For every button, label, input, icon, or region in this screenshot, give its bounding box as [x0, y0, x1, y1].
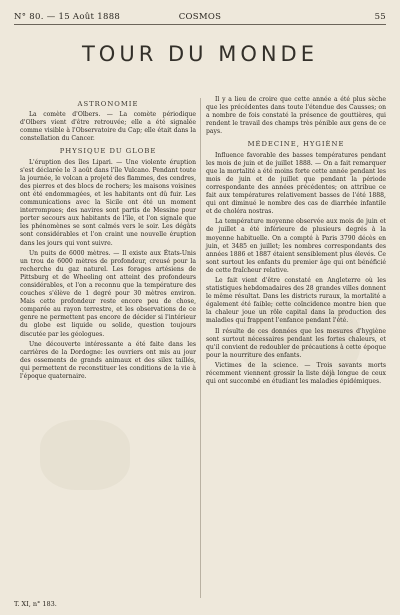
paragraph: L'éruption des îles Lipari. — Une violente éruption s'est déclarée le 3 août dans l'île Vulcano. Pendant toute la journée, le volcan a projeté des flammes, des cendres, des pierres et des blocs de rochers; les maisons voisines ont été endommagées, et les habitants ont dû fuir. Les communications avec la Sicile ont été un moment interrompues; des navires sont partis de Messine pour porter secours aux habitants de l'île, et l'on signale que les phénomènes se sont calmés vers le soir. Les dégâts sont considérables et l'on craint une nouvelle éruption dans les jours qui vont suivre.: [20, 158, 196, 247]
page-number: 55: [374, 12, 386, 22]
left-column: [20, 96, 196, 383]
issue-date: N° 80. — 15 Août 1888: [14, 12, 121, 22]
paragraph: Victimes de la science. — Trois savants morts récemment viennent grossir la liste déjà longue de ceux qui ont succombé en étudiant les maladies épidémiques.: [206, 361, 386, 386]
paragraph: La comète d'Olbers. — La comète périodique d'Olbers vient d'être retrouvée; elle a été signalée comme visible à l'Observatoire du Cap; elle était dans la constellation du Cancer.: [20, 111, 196, 143]
column-divider: [200, 98, 201, 598]
section-heading-medecine: MÉDECINE, HYGIÈNE: [247, 140, 345, 149]
right-column: [206, 96, 386, 388]
paragraph: La température moyenne observée aux mois de juin et de juillet a été inférieure de plusieurs degrés à la moyenne habituelle. On a compté à Paris 3790 décès en juin, et 3485 en juillet; les nombres correspondants des années 1886 et 1887 étaient sensiblement plus élevés. Ce sont surtout les enfants du premier âge qui ont bénéficié de cette fraîcheur relative.: [206, 218, 386, 274]
paragraph: Il résulte de ces données que les mesures d'hygiène sont surtout nécessaires pendant les fortes chaleurs, et qu'il convient de redoubler de précautions à cette époque pour la nourriture des enfants.: [206, 327, 386, 359]
paper-stain: [40, 420, 130, 490]
journal-name: COSMOS: [178, 12, 222, 22]
paragraph: Une découverte intéressante a été faite dans les carrières de la Dordogne: les ouvriers ont mis au jour des ossements de grands animaux et des silex taillés, qui permettent de reconstituer les conditions de la vie à l'époque quaternaire.: [20, 340, 196, 380]
paragraph: Influence favorable des basses températures pendant les mois de juin et de juillet 1888. — On a fait remarquer que la mortalité a été moins forte cette année pendant les mois de juin et de juillet que pendant la période correspondante des années précédentes; on attribue ce fait aux températures relativement basses de l'été 1888, qui ont diminué le nombre des cas de diarrhée infantile et de choléra nostras.: [206, 151, 386, 216]
paragraph: Un puits de 6000 mètres. — Il existe aux États-Unis un trou de 6000 mètres de profondeur, creusé pour la recherche du gaz naturel. Les forages artésiens de Pittsburg et de Wheeling ont atteint des profondeurs considérables, et l'on a reconnu que la température des couches s'élève de 1 degré pour 30 mètres environ. Mais cette profondeur reste encore peu de chose, comparée au rayon terrestre, et les observations de ce genre ne permettent pas encore de décider si l'intérieur du globe est liquide ou solide, question toujours discutée par les géologues.: [20, 249, 196, 338]
paragraph: Il y a lieu de croire que cette année a été plus sèche que les précédentes dans toute l'étendue des Causses; on a nombre de fois constaté la présence de gouttières, qui rendent le travail des champs très pénible aux gens de ce pays.: [206, 96, 386, 136]
paragraph: Le fait vient d'être constaté en Angleterre où les statistiques hebdomadaires des 28 grandes villes donnent le même résultat. Dans les districts ruraux, la mortalité a également été faible; cette coïncidence montre bien que la chaleur joue un rôle capital dans la production des maladies qui frappent l'enfance pendant l'été.: [206, 276, 386, 325]
section-heading-physique: PHYSIQUE DU GLOBE: [59, 147, 157, 156]
page-footer: T. XI, n° 183.: [14, 600, 57, 608]
header-rule: [14, 24, 386, 25]
page-title: TOUR DU MONDE: [81, 42, 318, 66]
section-heading-astronomie: ASTRONOMIE: [77, 100, 139, 108]
